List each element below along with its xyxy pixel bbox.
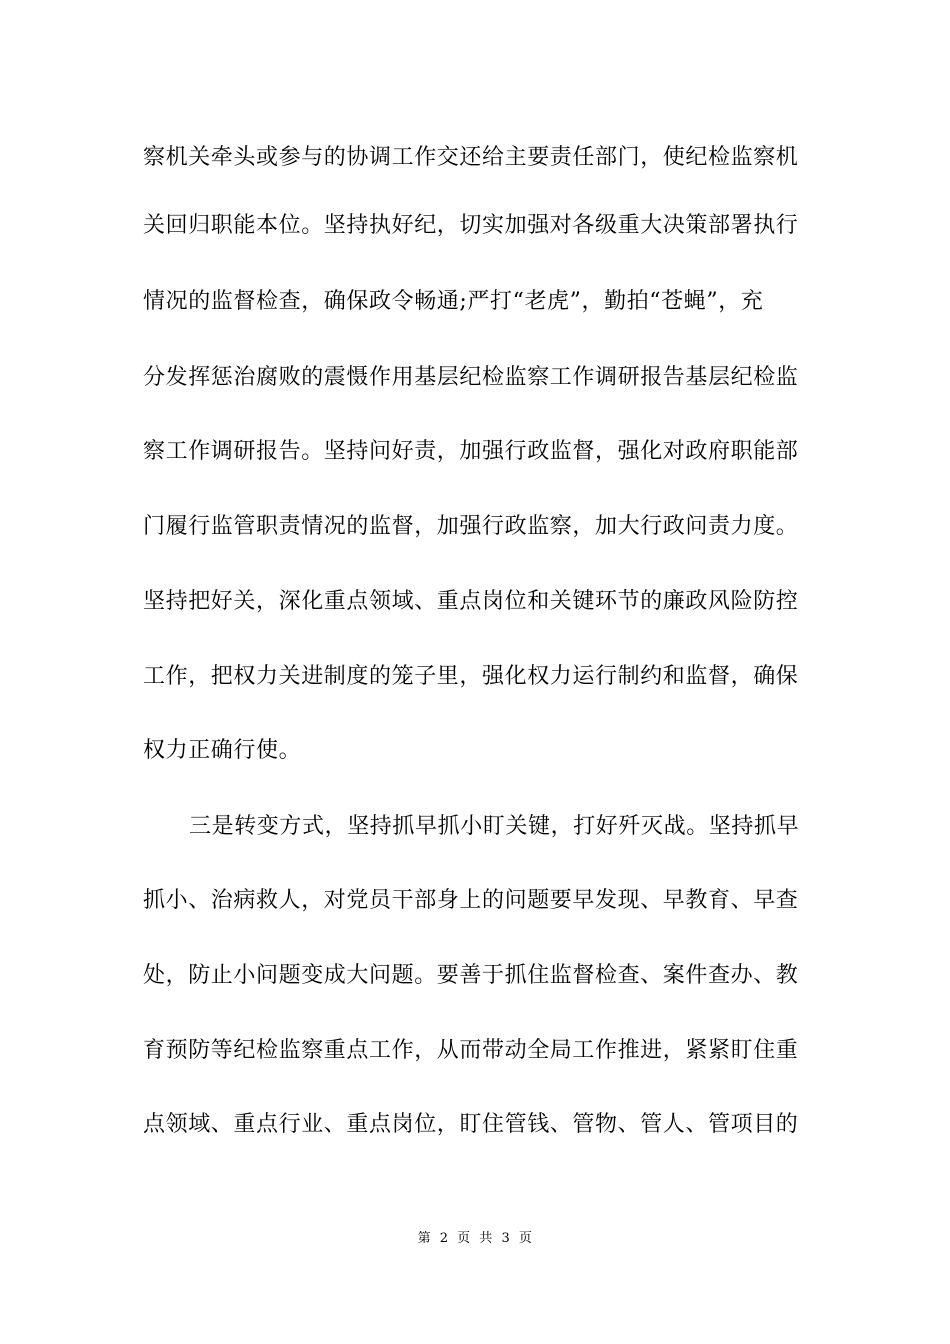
text-line: 情况的监督检查，确保政令畅通;严打“老虎”，勤拍“苍蝇”，充: [143, 289, 764, 314]
paragraph-first-line: 三是转变方式，坚持抓早抓小盯关键，打好歼灭战。坚持抓早: [189, 814, 800, 839]
text-line: 坚持把好关，深化重点领域、重点岗位和关键环节的廉政风险防控: [143, 589, 799, 614]
text-line: 察工作调研报告。坚持问好责，加强行政监督，强化对政府职能部: [143, 439, 799, 464]
text-line: 分发挥惩治腐败的震慑作用基层纪检监察工作调研报告基层纪检监: [143, 365, 799, 390]
text-line: 工作，把权力关进制度的笼子里，强化权力运行制约和监督，确保: [143, 664, 799, 689]
text-line: 点领域、重点行业、重点岗位，盯住管钱、管物、管人、管项目的: [143, 1112, 799, 1137]
text-line: 抓小、治病救人，对党员干部身上的问题要早发现、早教育、早查: [143, 888, 799, 913]
text-line: 门履行监管职责情况的监督，加强行政监察，加大行政问责力度。: [143, 514, 799, 539]
text-line: 察机关牵头或参与的协调工作交还给主要责任部门，使纪检监察机: [143, 145, 799, 170]
text-line: 权力正确行使。: [143, 738, 302, 763]
text-line: 育预防等纪检监察重点工作，从而带动全局工作推进，紧紧盯住重: [143, 1038, 799, 1063]
text-line: 关回归职能本位。坚持执好纪，切实加强对各级重大决策部署执行: [143, 213, 799, 238]
text-line: 处，防止小问题变成大问题。要善于抓住监督检查、案件查办、教: [143, 963, 799, 988]
page-footer: 第 2 页 共 3 页: [417, 1231, 533, 1246]
